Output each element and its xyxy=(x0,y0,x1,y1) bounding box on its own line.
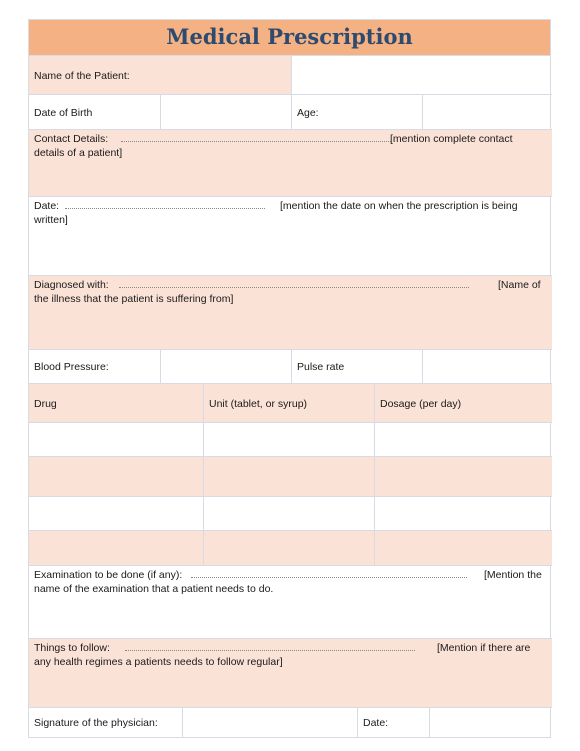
drug-cell[interactable] xyxy=(29,457,203,496)
table-row xyxy=(29,531,552,566)
examination-label: Examination to be done (if any): xyxy=(34,569,183,581)
patient-name-field[interactable] xyxy=(291,56,552,94)
contact-details-row[interactable] xyxy=(29,130,552,197)
blood-pressure-field[interactable] xyxy=(160,350,291,383)
patient-name-label-cell xyxy=(29,56,291,94)
drug-header-cell xyxy=(29,384,203,422)
unit-cell[interactable] xyxy=(203,457,374,496)
diagnosis-label: Diagnosed with: xyxy=(34,279,109,291)
date-dotted-line xyxy=(65,208,265,209)
age-label-cell xyxy=(291,95,422,129)
examination-row[interactable] xyxy=(29,566,552,639)
follow-dotted-line xyxy=(125,650,415,651)
vitals-row xyxy=(29,350,552,384)
signature-date-label-cell xyxy=(357,708,429,738)
unit-header: Unit (tablet, or syrup) xyxy=(209,398,308,410)
title-bar xyxy=(29,20,550,56)
patient-name-label: Name of the Patient: xyxy=(34,70,130,82)
dob-label-cell xyxy=(29,95,160,129)
date-label: Date: xyxy=(34,200,60,212)
dosage-cell[interactable] xyxy=(374,531,552,565)
date-note: [mention the date on when the prescription is being xyxy=(280,200,518,212)
drug-table-header xyxy=(29,384,552,423)
diagnosis-dotted-line xyxy=(119,287,469,288)
dosage-cell[interactable] xyxy=(374,497,552,530)
pulse-label-cell xyxy=(291,350,422,383)
diagnosis-note-continued: the illness that the patient is suffering from] xyxy=(34,293,234,305)
contact-label: Contact Details: xyxy=(34,133,109,145)
follow-note-continued: any health regimes a patients needs to follow regular] xyxy=(34,656,283,668)
follow-label: Things to follow: xyxy=(34,642,110,654)
signature-label: Signature of the physician: xyxy=(34,717,158,729)
pulse-label: Pulse rate xyxy=(297,361,345,373)
unit-cell[interactable] xyxy=(203,423,374,456)
table-row xyxy=(29,497,552,531)
age-label: Age: xyxy=(297,107,319,119)
pulse-field[interactable] xyxy=(422,350,552,383)
blood-pressure-label: Blood Pressure: xyxy=(34,361,109,373)
signature-label-cell xyxy=(29,708,182,738)
table-row xyxy=(29,423,552,457)
prescription-form xyxy=(28,19,551,738)
dosage-cell[interactable] xyxy=(374,423,552,456)
unit-header-cell xyxy=(203,384,374,422)
signature-date-field[interactable] xyxy=(429,708,552,738)
examination-note: [Mention the xyxy=(484,569,542,581)
unit-cell[interactable] xyxy=(203,497,374,530)
table-row xyxy=(29,457,552,497)
follow-note: [Mention if there are xyxy=(437,642,531,654)
signature-date-label: Date: xyxy=(363,717,389,729)
examination-note-continued: name of the examination that a patient needs to do. xyxy=(34,583,274,595)
diagnosis-row[interactable] xyxy=(29,276,552,350)
dob-age-row xyxy=(29,95,552,130)
drug-cell[interactable] xyxy=(29,423,203,456)
dosage-header-cell xyxy=(374,384,552,422)
dosage-header: Dosage (per day) xyxy=(380,398,462,410)
contact-dotted-line xyxy=(121,141,391,142)
date-row[interactable] xyxy=(29,197,552,276)
drug-cell[interactable] xyxy=(29,531,203,565)
diagnosis-note: [Name of xyxy=(498,279,541,291)
page-title: Medical Prescription xyxy=(166,24,413,49)
contact-note-continued: details of a patient] xyxy=(34,147,123,159)
patient-name-row xyxy=(29,56,552,95)
signature-row xyxy=(29,708,552,738)
drug-header: Drug xyxy=(34,398,57,410)
drug-cell[interactable] xyxy=(29,497,203,530)
signature-field[interactable] xyxy=(182,708,357,738)
follow-row[interactable] xyxy=(29,639,552,708)
age-field[interactable] xyxy=(422,95,552,129)
blood-pressure-label-cell xyxy=(29,350,160,383)
dob-label: Date of Birth xyxy=(34,107,93,119)
date-note-continued: written] xyxy=(34,214,68,226)
dob-field[interactable] xyxy=(160,95,291,129)
unit-cell[interactable] xyxy=(203,531,374,565)
examination-dotted-line xyxy=(191,577,467,578)
dosage-cell[interactable] xyxy=(374,457,552,496)
contact-note: [mention complete contact xyxy=(390,133,513,145)
